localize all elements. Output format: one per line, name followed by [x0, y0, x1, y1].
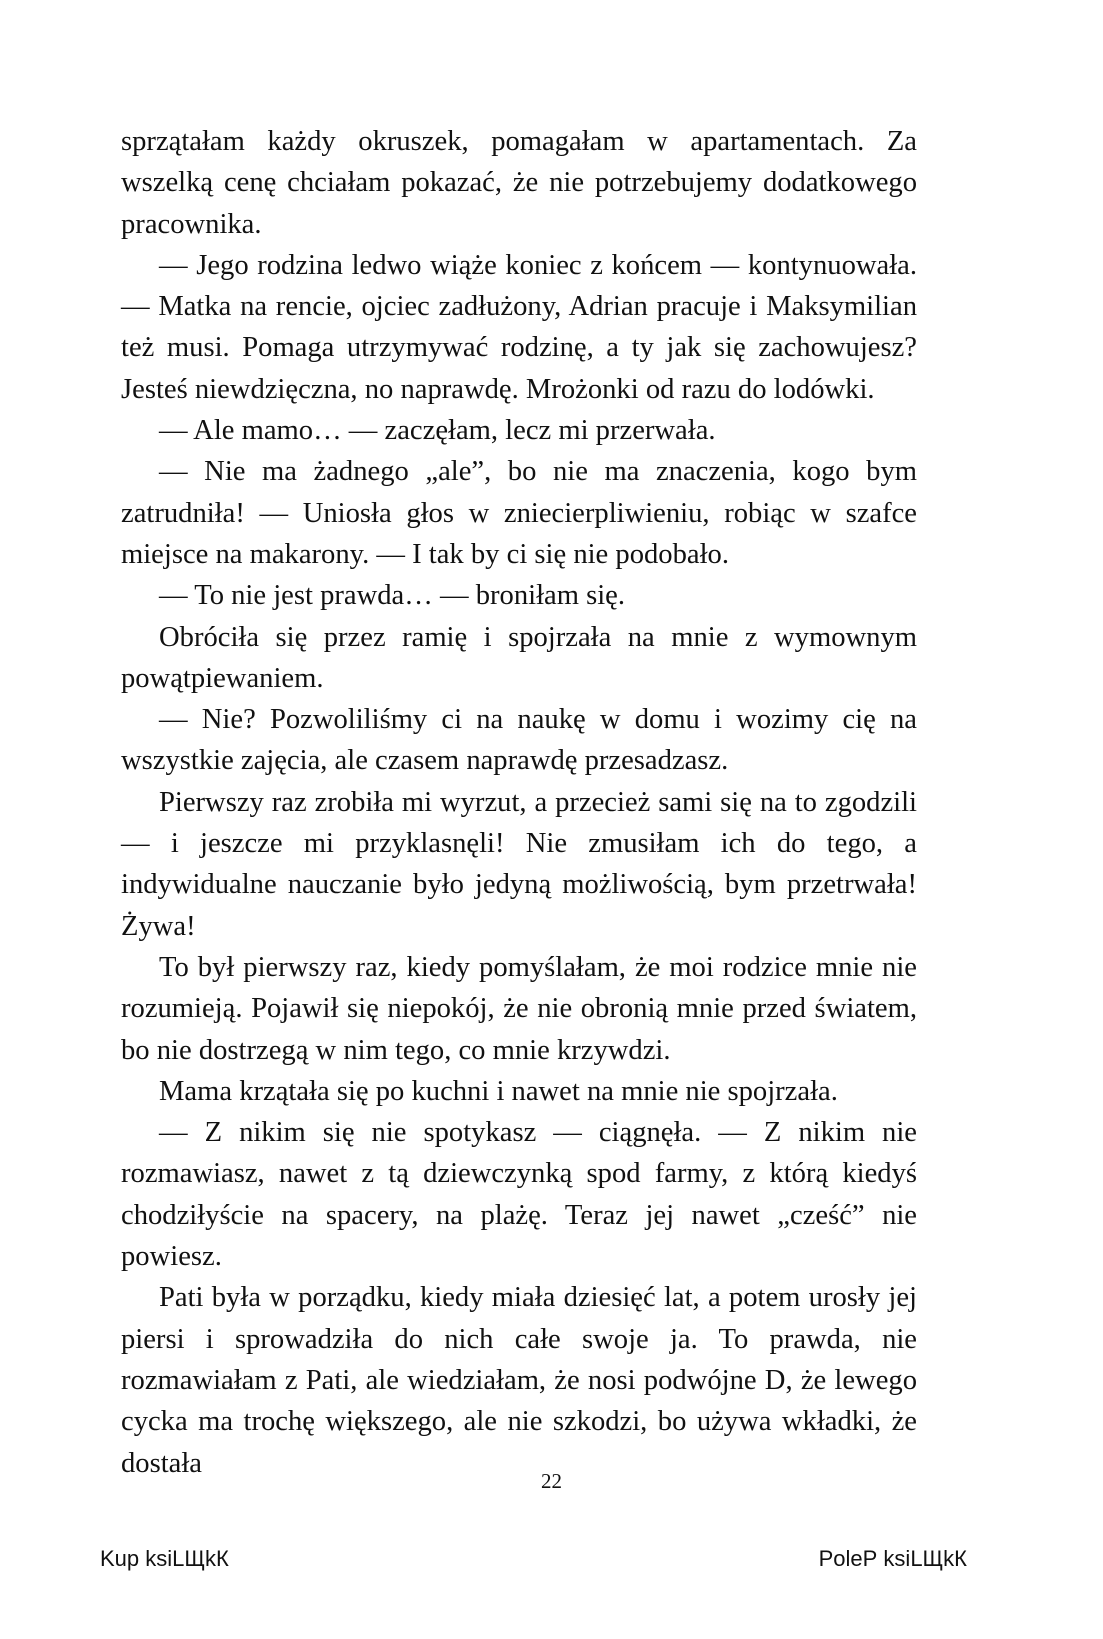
paragraph: Pierwszy raz zrobiła mi wyrzut, a przecież sami się na to zgodzili — i jeszcze mi przyklasnęli! Nie zmusiłam ich do tego, a indywidualne nauczanie było jedyną możliwością, bym przetrwała! Żywa! [121, 786, 917, 942]
page-number: 22 [541, 1469, 562, 1493]
paragraph: Obróciła się przez ramię i spojrzała na mnie z wymownym powątpiewaniem. [121, 621, 917, 694]
paragraph: — Jego rodzina ledwo wiąże koniec z końcem — kontynuowała. — Matka na rencie, ojciec zadłużony, Adrian pracuje i Maksymilian też musi. Pomaga utrzymywać rodzinę, a ty jak się zachowujesz? Jesteś niewdzięczna, no naprawdę. Mrożonki od razu do lodówki. [121, 249, 917, 405]
buy-book-link[interactable]: Kup ksiLЩkК [100, 1546, 229, 1571]
paragraph: sprzątałam każdy okruszek, pomagałam w apartamentach. Za wszelką cenę chciałam pokazać, że nie potrzebujemy dodatkowego pracownika. [121, 126, 917, 240]
paragraph: Pati była w porządku, kiedy miała dziesięć lat, a potem urosły jej piersi i sprowadziła do nich całe swoje ja. To prawda, nie rozmawiałam z Pati, ale wiedziałam, że nosi podwójne D, że lewego cycka ma trochę większego, ale nie szkodzi, bo używa wkładki, że dostała [121, 1282, 917, 1479]
paragraph: Mama krzątała się po kuchni i nawet na mnie nie spojrzała. [159, 1075, 838, 1107]
paragraph: — Ale mamo… — zaczęłam, lecz mi przerwała. [159, 415, 716, 447]
recommend-book-link[interactable]: PoleР ksiLЩkК [818, 1546, 967, 1571]
paragraph: — Nie ma żadnego „ale”, bo nie ma znaczenia, kogo bym zatrudniła! — Uniosła głos w zniecierpliwieniu, robiąc w szafce miejsce na makarony. — I tak by ci się nie podobało. [121, 456, 917, 570]
page-body-text [121, 121, 917, 1484]
paragraph: — To nie jest prawda… — broniłam się. [159, 580, 626, 612]
paragraph: — Z nikim się nie spotykasz — ciągnęła. — Z nikim nie rozmawiasz, nawet z tą dziewczynką spod farmy, z którą kiedyś chodziłyście na spacery, na plażę. Teraz jej nawet „cześć” nie powiesz. [121, 1117, 917, 1273]
paragraph: — Nie? Pozwoliliśmy ci na naukę w domu i wozimy cię na wszystkie zajęcia, ale czasem naprawdę przesadzasz. [121, 704, 917, 777]
paragraph: To był pierwszy raz, kiedy pomyślałam, że moi rodzice mnie nie rozumieją. Pojawił się niepokój, że nie obronią mnie przed światem, bo nie dostrzegą w nim tego, co mnie krzywdzi. [121, 951, 917, 1066]
